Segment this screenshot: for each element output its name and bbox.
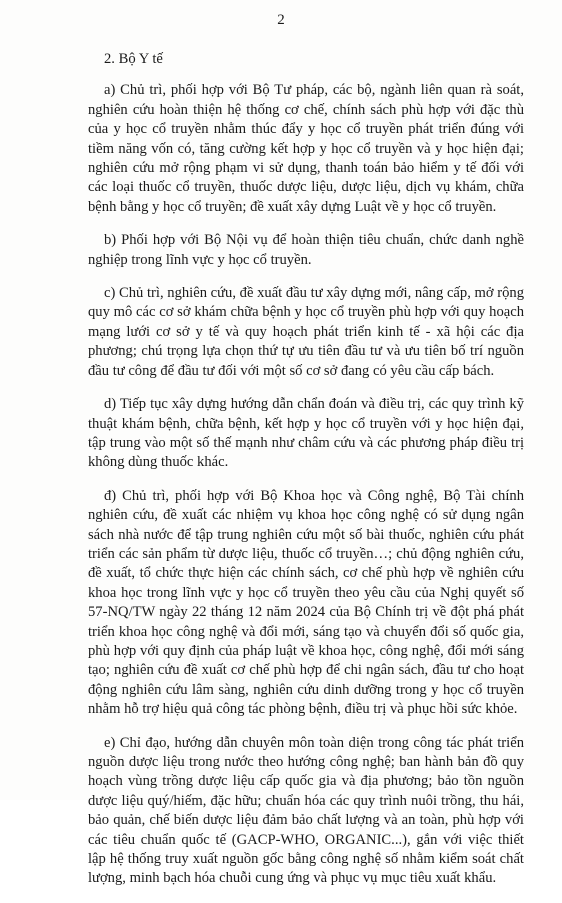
paragraph-dd: đ) Chủ trì, phối hợp với Bộ Khoa học và Công nghệ, Bộ Tài chính nghiên cứu, đề xuất các nhiệm vụ khoa học công nghệ có sử dụng ngân sách nhà nước để tập trung nghiên cứu một số bài thuốc, nghiên cứu phát triển các sản phẩm từ dược liệu, thuốc cổ truyền…; chủ động nghiên cứu, đề xuất, tổ chức thực hiện các chính sách, cơ chế phù hợp về nghiên cứu khoa học trong lĩnh vực y học cổ truyền theo yêu cầu của Nghị quyết số 57-NQ/TW ngày 22 tháng 12 năm 2024 của Bộ Chính trị về đột phá phát triển khoa học công nghệ và đổi mới, sáng tạo và chuyển đổi số quốc gia, phù hợp với quy định của pháp luật về khoa học, công nghệ, đổi mới sáng tạo; nghiên cứu đề xuất cơ chế phù hợp để chi ngân sách, đầu tư cho hoạt động nghiên cứu lâm sàng, nghiên cứu dinh dưỡng trong y học cổ truyền nhằm hỗ trợ hiệu quả công tác phòng bệnh, điều trị và phục hồi sức khỏe. [88, 487, 524, 718]
section-heading: 2. Bộ Y tế [104, 51, 163, 67]
paragraph-d: d) Tiếp tục xây dựng hướng dẫn chẩn đoán và điều trị, các quy trình kỹ thuật khám bệnh, chữa bệnh, kết hợp y học cổ truyền với y học hiện đại, tập trung vào một số thế mạnh như châm cứu và các phương pháp điều trị không dùng thuốc khác. [88, 396, 524, 471]
document-body [88, 50, 524, 903]
paragraph-e: e) Chỉ đạo, hướng dẫn chuyên môn toàn diện trong công tác phát triển nguồn dược liệu trong nước theo hướng công nghệ; ban hành bản đồ quy hoạch vùng trồng dược liệu cấp quốc gia và địa phương; bảo tồn nguồn dược liệu quý/hiếm, đặc hữu; chuẩn hóa các quy trình nuôi trồng, thu hái, bảo quản, chế biến dược liệu đảm bảo chất lượng và an toàn, phù hợp với các tiêu chuẩn quốc tế (GACP-WHO, ORGANIC...), gắn với việc thiết lập hệ thống truy xuất nguồn gốc bằng công nghệ số nhằm kiểm soát chất lượng, minh bạch hóa chuỗi cung ứng và phục vụ mục tiêu xuất khẩu. [88, 734, 524, 887]
paragraph-c: c) Chủ trì, nghiên cứu, đề xuất đầu tư xây dựng mới, nâng cấp, mở rộng quy mô các cơ sở khám chữa bệnh y học cổ truyền phù hợp với quy hoạch mạng lưới cơ sở y tế và quy hoạch phát triển kinh tế - xã hội các địa phương; chú trọng lựa chọn thứ tự ưu tiên đầu tư và ưu tiên bố trí nguồn đầu tư công để đầu tư đối với một số cơ sở đang có yêu cầu cấp bách. [88, 285, 524, 379]
page-number: 2 [277, 12, 285, 28]
paragraph-b: b) Phối hợp với Bộ Nội vụ để hoàn thiện tiêu chuẩn, chức danh nghề nghiệp trong lĩnh vực y học cổ truyền. [88, 232, 524, 268]
paragraph-a: a) Chủ trì, phối hợp với Bộ Tư pháp, các bộ, ngành liên quan rà soát, nghiên cứu hoàn thiện hệ thống cơ chế, chính sách phù hợp với đặc thù của y học cổ truyền nhằm thúc đẩy y học cổ truyền phát triển đúng với tiềm năng vốn có, tăng cường kết hợp y học cổ truyền và y học hiện đại; nghiên cứu mở rộng phạm vi sử dụng, thanh toán bảo hiểm y tế đối với các loại thuốc cổ truyền, thuốc dược liệu, dược liệu, dịch vụ khám, chữa bệnh bằng y học cổ truyền; đề xuất xây dựng Luật về y học cổ truyền. [88, 82, 524, 215]
